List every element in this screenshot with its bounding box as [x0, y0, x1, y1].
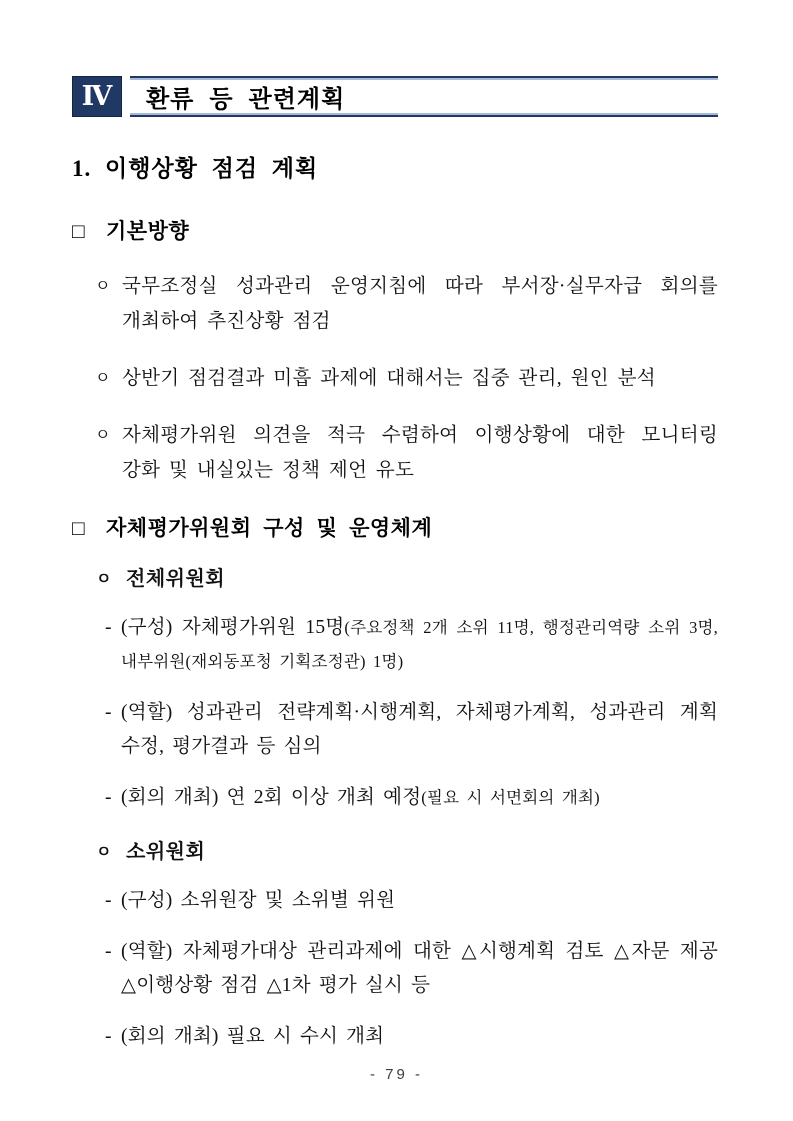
circle-bullet-icon: ㅇ: [95, 278, 111, 295]
circle-bullet-icon: ㅇ: [95, 370, 111, 387]
group-head-subcommittee: [72, 839, 718, 866]
bullet-item: [72, 269, 718, 339]
dash-item: [72, 935, 718, 1003]
dash-item: [72, 611, 718, 679]
dash-item: [72, 781, 718, 815]
dash-item-main: (구성) 자체평가위원 15명: [121, 617, 345, 638]
dash-bullet-icon: -: [105, 890, 112, 911]
dash-item-text: [121, 781, 718, 815]
dash-item: [72, 696, 718, 764]
heading-committee-label: 자체평가위원회 구성 및 운영체계: [106, 516, 433, 540]
section-title: 1. 이행상황 점검 계획: [72, 156, 319, 181]
heading-basic-direction: [72, 217, 718, 245]
chapter-title-band: [130, 76, 718, 117]
chapter-number-badge: [72, 76, 122, 117]
dash-bullet-icon: -: [105, 617, 112, 638]
dash-item-text: [121, 1020, 718, 1054]
dash-item: [72, 1020, 718, 1054]
dash-item-text: [121, 611, 718, 679]
dash-bullet-icon: -: [105, 1026, 112, 1047]
group-head-label: 소위원회: [126, 841, 206, 863]
dash-bullet-icon: -: [105, 941, 112, 962]
circle-bullet-icon: ㅇ: [95, 427, 111, 444]
dash-item-note: (필요 시 서면회의 개최): [421, 788, 600, 807]
heading-basic-direction-label: 기본방향: [106, 219, 190, 243]
square-bullet-icon: □: [72, 219, 86, 243]
dash-item-main: (회의 개최) 필요 시 수시 개최: [121, 1026, 385, 1047]
dash-bullet-icon: -: [105, 702, 112, 723]
dash-bullet-icon: -: [105, 787, 112, 808]
bullet-item: [72, 418, 718, 488]
page-number: - 79 -: [369, 1066, 423, 1083]
dash-item-main: (역할) 성과관리 전략계획·시행계획, 자체평가계획, 성과관리 계획 수정, 평가결과 등 심의: [121, 702, 718, 757]
dash-item-main: (구성) 소위원장 및 소위별 위원: [121, 890, 396, 911]
dash-item-text: [121, 935, 718, 1003]
dash-item-main: (역할) 자체평가대상 관리과제에 대한 △시행계획 검토 △자문 제공 △이행상황 점검 △1차 평가 실시 등: [121, 941, 718, 996]
chapter-title-band-inner: [130, 78, 718, 115]
circle-bullet-icon: ㅇ: [96, 844, 112, 861]
square-bullet-icon: □: [72, 516, 86, 540]
heading-committee: [72, 514, 718, 542]
chapter-title: 환류 등 관련계획: [146, 87, 346, 113]
bullet-item: [72, 361, 718, 396]
group-head-label: 전체위원회: [126, 568, 226, 590]
dash-item: [72, 884, 718, 918]
chapter-numeral: Ⅳ: [81, 81, 113, 111]
circle-bullet-icon: ㅇ: [96, 571, 112, 588]
dash-item-text: [121, 696, 718, 764]
bullet-text: 국무조정실 성과관리 운영지침에 따라 부서장·실무자급 회의를 개최하여 추진상황 점검: [122, 276, 718, 332]
dash-item-text: [121, 884, 718, 918]
chapter-header: [72, 76, 718, 117]
group-head-full-committee: [72, 566, 718, 593]
dash-item-note: (주요정책 2개 소위 11명, 행정관리역량 소위 3명, 내부위원(재외동포청 기획조정관) 1명): [121, 618, 718, 671]
bullet-text: 상반기 점검결과 미흡 과제에 대해서는 집중 관리, 원인 분석: [122, 368, 656, 389]
bullet-text: 자체평가위원 의견을 적극 수렴하여 이행상황에 대한 모니터링 강화 및 내실있는 정책 제언 유도: [122, 425, 718, 481]
dash-item-main: (회의 개최) 연 2회 이상 개최 예정: [121, 787, 422, 808]
